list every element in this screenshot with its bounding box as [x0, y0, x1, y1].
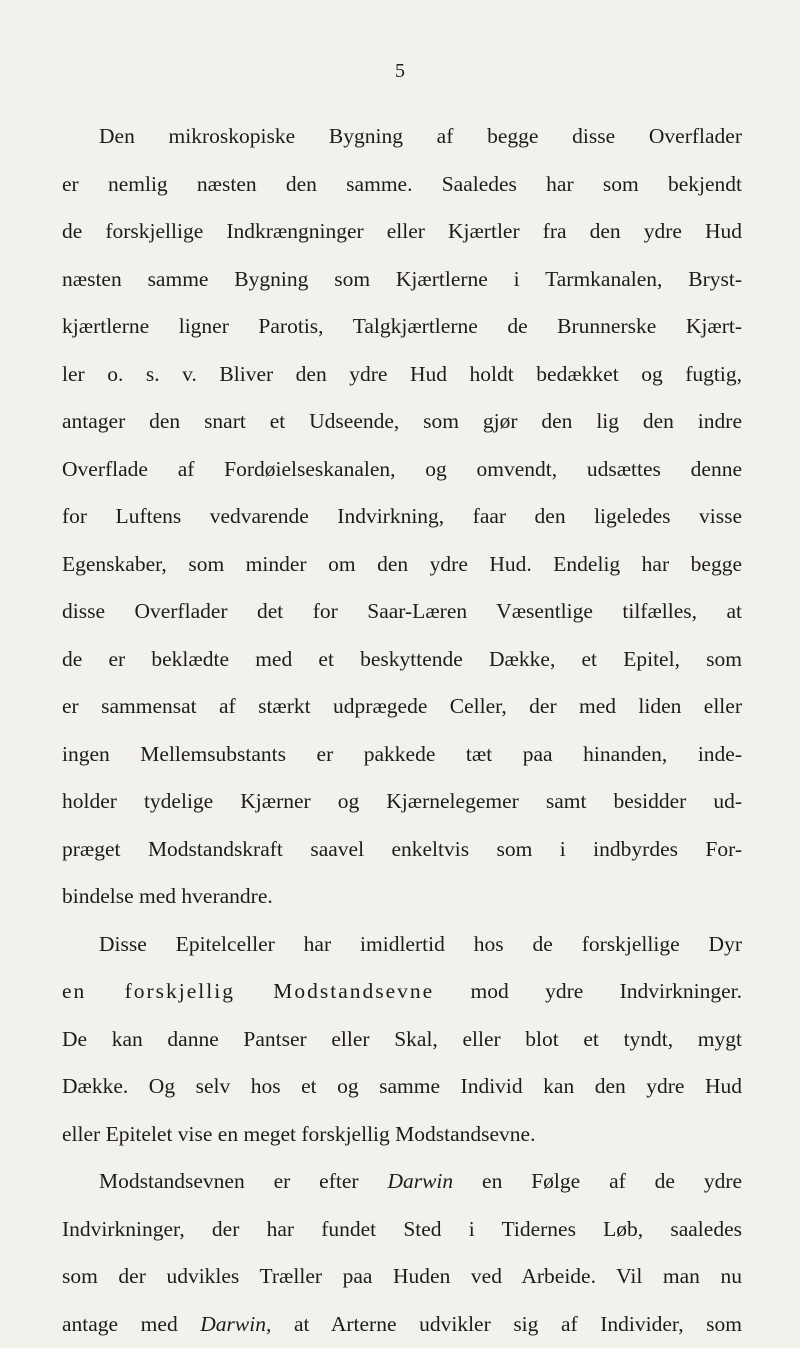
text-fragment: en Følge af de ydre [482, 1169, 742, 1193]
italic-name: Darwin, [200, 1312, 271, 1336]
text-line: Overflade af Fordøielseskanalen, og omvendt, udsættes denne [62, 446, 742, 494]
text-line: ler o. s. v. Bliver den ydre Hud holdt bedækket og fugtig, [62, 351, 742, 399]
text-line: Den mikroskopiske Bygning af begge disse Overflader [62, 113, 742, 161]
italic-name: Darwin [387, 1169, 453, 1193]
text-line [62, 1301, 742, 1348]
text-line: Egenskaber, som minder om den ydre Hud. Endelig har begge [62, 541, 742, 589]
text-fragment: antage med [62, 1312, 178, 1336]
text-line: Indvirkninger, der har fundet Sted i Tidernes Løb, saaledes [62, 1206, 742, 1254]
text-line: bindelse med hverandre. [62, 873, 742, 921]
text-line: antager den snart et Udseende, som gjør den lig den indre [62, 398, 742, 446]
text-line: holder tydelige Kjærner og Kjærnelegemer samt besidder ud- [62, 778, 742, 826]
text-line: præget Modstandskraft saavel enkeltvis som i indbyrdes For- [62, 826, 742, 874]
spaced-emphasis: en forskjellig Modstandsevne [62, 979, 434, 1003]
text-line: ingen Mellemsubstants er pakkede tæt paa hinanden, inde- [62, 731, 742, 779]
text-line: de er beklædte med et beskyttende Dække, et Epitel, som [62, 636, 742, 684]
page-number: 5 [0, 60, 800, 83]
text-line: disse Overflader det for Saar-Læren Væsentlige tilfælles, at [62, 588, 742, 636]
text-line: eller Epitelet vise en meget forskjellig Modstandsevne. [62, 1111, 742, 1159]
text-line: Dække. Og selv hos et og samme Individ kan den ydre Hud [62, 1063, 742, 1111]
text-line: Disse Epitelceller har imidlertid hos de forskjellige Dyr [62, 921, 742, 969]
text-line: næsten samme Bygning som Kjærtlerne i Tarmkanalen, Bryst- [62, 256, 742, 304]
text-line: er nemlig næsten den samme. Saaledes har som bekjendt [62, 161, 742, 209]
text-fragment: Modstandsevnen er efter [99, 1169, 359, 1193]
body-text [62, 113, 742, 1348]
text-line [62, 1158, 742, 1206]
text-fragment: mod ydre Indvirkninger. [471, 979, 742, 1003]
text-fragment: at Arterne udvikler sig af Individer, som [294, 1312, 742, 1336]
text-line: er sammensat af stærkt udprægede Celler, der med liden eller [62, 683, 742, 731]
text-line: for Luftens vedvarende Indvirkning, faar den ligeledes visse [62, 493, 742, 541]
text-line: De kan danne Pantser eller Skal, eller blot et tyndt, mygt [62, 1016, 742, 1064]
text-line: som der udvikles Træller paa Huden ved Arbeide. Vil man nu [62, 1253, 742, 1301]
text-line [62, 968, 742, 1016]
text-line: de forskjellige Indkrængninger eller Kjærtler fra den ydre Hud [62, 208, 742, 256]
text-line: kjærtlerne ligner Parotis, Talgkjærtlerne de Brunnerske Kjært- [62, 303, 742, 351]
